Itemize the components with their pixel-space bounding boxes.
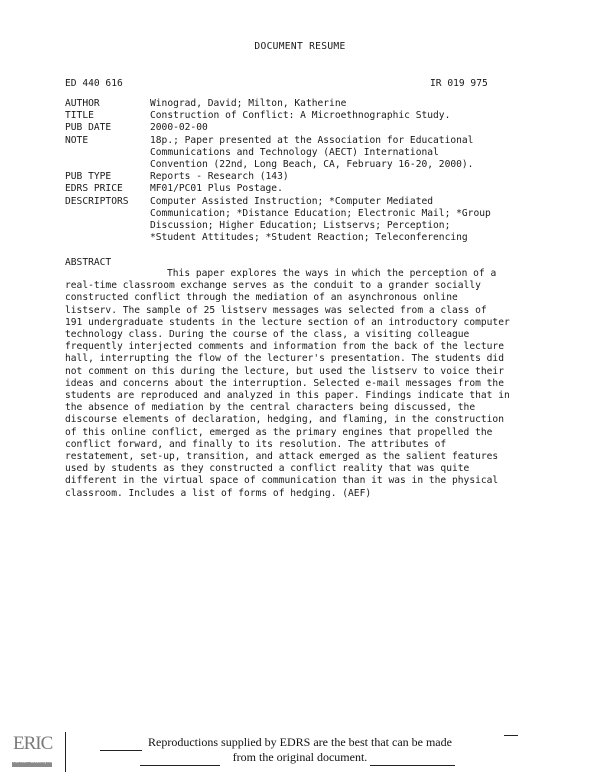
abstract-line: used by students as they constructed a conflict reality that was quite [65,463,470,475]
abstract-line: hall, interrupting the flow of the lecturer's presentation. The students did [65,353,504,365]
field-row [65,110,545,122]
field-value [150,98,545,110]
abstract-text [65,268,535,500]
field-value [150,135,545,172]
abstract-line: restatement, set-up, transition, and attack emerged as the salient features [65,451,499,463]
abstract-line: listserv. The sample of 25 listserv messages was selected from a class of [65,304,487,316]
field-row [65,171,545,183]
eric-logo-subtext: Full Text Provided by ERIC [13,760,56,764]
abstract-line: of this online conflict, emerged as the primary engines that propelled the [65,426,493,438]
field-label: EDRS PRICE [65,183,123,195]
abstract-line: real-time classroom exchange serves as the conduit to a grander socially [65,280,481,292]
field-value-line: Construction of Conflict: A Microethnographic Study. [150,110,451,122]
field-value-line: Discussion; Higher Education; Listservs; Perception; [150,220,451,232]
abstract-line: 191 undergraduate students in the lecture section of an introductory computer [65,316,510,328]
field-label: AUTHOR [65,98,100,109]
field-row [65,135,545,172]
footer-line-1: Reproductions supplied by EDRS are the best that can be made [148,735,452,749]
field-row [65,196,545,245]
field-value-line: 2000-02-00 [150,122,208,134]
footer-line-2: from the original document. [232,750,368,764]
field-row [65,98,545,110]
abstract-line: ideas and concerns about the interruption. Selected e-mail messages from the [65,377,504,389]
field-value [150,110,545,122]
field-label: PUB TYPE [65,171,112,183]
field-value-line: 18p.; Paper presented at the Association for Educational [150,134,474,146]
field-value-line: Winograd, David; Milton, Katherine [150,98,347,109]
abstract-label: ABSTRACT [65,257,112,268]
field-label: TITLE [65,110,94,122]
field-label: NOTE [65,134,89,146]
metadata-fields [65,98,545,244]
field-row [65,122,545,134]
eric-logo-text: ERIC [13,733,53,754]
abstract-line: constructed conflict through the mediation of an asynchronous online [65,292,458,304]
abstract-line: students are reproduced and analyzed in this paper. Findings indicate that in [65,390,510,402]
field-row [65,183,545,195]
abstract-line: This paper explores the ways in which the perception of a [167,268,497,279]
field-value-line: Convention (22nd, Long Beach, CA, February 16-20, 2000). [150,159,474,171]
abstract-line: frequently interjected comments and information from the back of the lecture [65,341,504,353]
field-value [150,183,545,195]
ed-number: ED 440 616 [65,78,123,89]
field-value [150,196,545,245]
abstract-line: the absence of mediation by the central characters being discussed, the [65,402,476,414]
field-label: PUB DATE [65,122,112,134]
abstract-line: discourse elements of declaration, hedging, and flaming, in the construction [65,414,504,426]
footer-rule-bottom-right [370,765,455,766]
abstract-line: technology class. During the course of the class, a visiting colleague [65,329,470,341]
field-value [150,171,545,183]
field-value-line: Computer Assisted Instruction; *Computer Mediated [150,195,434,207]
field-label: DESCRIPTORS [65,195,129,207]
ir-number: IR 019 975 [430,78,488,89]
field-value-line: *Student Attitudes; *Student Reaction; Teleconferencing [150,232,468,244]
field-value-line: MF01/PC01 Plus Postage. [150,183,283,195]
footer-note [0,735,600,765]
footer-rule-bottom-left [140,765,220,766]
abstract-line: classroom. Includes a list of forms of hedging. (AEF) [65,487,372,499]
field-value [150,122,545,134]
field-value-line: Reports - Research (143) [150,171,289,183]
page-title: DOCUMENT RESUME [254,41,346,52]
field-value-line: Communication; *Distance Education; Electronic Mail; *Group [150,207,491,219]
field-value-line: Communications and Technology (AECT) International [150,146,439,158]
abstract-line: not comment on this during the lecture, but used the listserv to voice their [65,365,504,377]
abstract-line: conflict forward, and finally to its resolution. The attributes of [65,438,447,450]
abstract-line: different in the virtual space of communication than it was in the physical [65,475,499,487]
